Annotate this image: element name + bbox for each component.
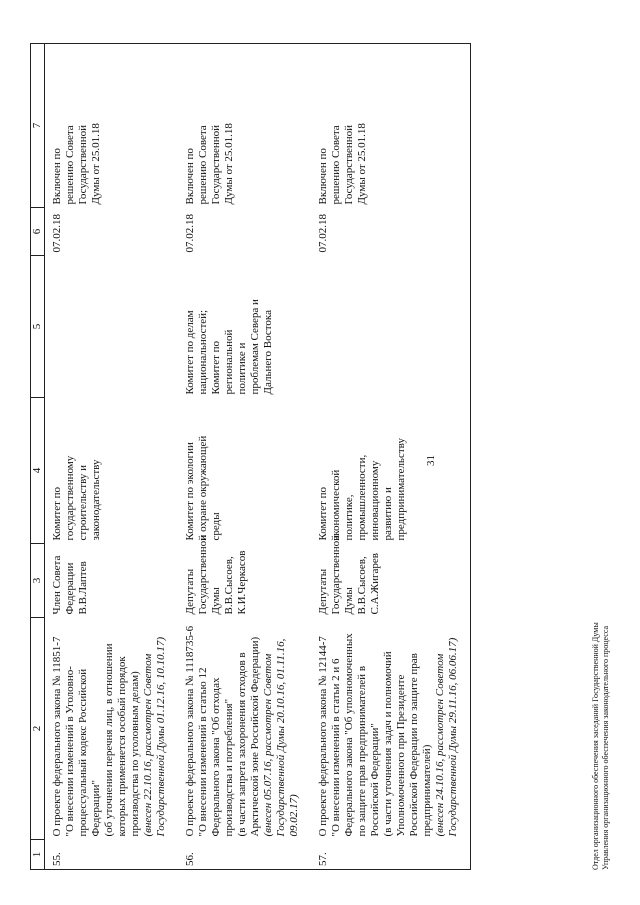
committee-line: законодательству [90, 459, 102, 541]
co-committee-line: Дальнего Востока [262, 310, 274, 395]
author-line: Думы [210, 587, 222, 615]
author-line: В.В.Лаптев [77, 561, 89, 615]
committee-line: строительству и [77, 464, 89, 541]
co-committee-line: Комитет по делам [184, 310, 196, 395]
date: 07.02.18 [184, 214, 196, 253]
author-cell [178, 534, 311, 618]
author-cell [45, 544, 179, 618]
table-row [178, 44, 311, 870]
bill-name: "О внесении изменений в статью 12 Федерального закона "Об отходах производства и потребления" [197, 667, 235, 837]
date: 07.02.18 [317, 214, 329, 253]
bill-note: (внесен 22.10.16, рассмотрен Советом Государственной Думы 01.12.16, 10.10.17) [142, 636, 167, 837]
table-row [45, 44, 179, 870]
author-line: Федерации [64, 562, 76, 615]
status-line: Государственной [343, 124, 355, 205]
date: 07.02.18 [51, 214, 63, 253]
committee-cell [45, 398, 179, 544]
co-committee-line: Комитет по [210, 340, 222, 395]
column-header: 6 [31, 208, 45, 256]
committee-line: промышленности, [356, 454, 368, 541]
date-cell [311, 208, 471, 256]
author-line: С.А.Жигарев [369, 553, 381, 615]
agenda-table [30, 43, 471, 870]
footer [591, 622, 611, 870]
committee-line: Комитет по экологии [184, 442, 196, 541]
header-row [31, 44, 45, 870]
author-line: Государственной [197, 534, 209, 615]
co-committee-line: проблемам Севера и [249, 299, 261, 395]
committee-cell [311, 398, 471, 544]
author-line: Государственной [330, 534, 342, 615]
author-line: К.И.Черкасов [236, 550, 248, 615]
status-line: решению Совета [197, 125, 209, 205]
status-cell [178, 44, 311, 208]
status-line: Государственной [77, 124, 89, 205]
author-line: В.В.Сысоев, [356, 556, 368, 615]
author-cell [311, 534, 471, 618]
committee-cell [178, 398, 311, 544]
bill-purpose: (в части уточнения задач и полномочий Уполномоченного при Президенте Российской Федерации по защите прав предпринимателей) [382, 651, 433, 837]
date-cell [45, 208, 179, 256]
status-cell [45, 44, 179, 208]
status-line: решению Совета [330, 125, 342, 205]
bill-cell [178, 618, 311, 840]
bill-cell [311, 618, 471, 840]
author-line: Член Совета [51, 555, 63, 615]
footer-line: Отдел организационного обеспечения заседаний Государственной Думы [591, 622, 600, 870]
status-line: Включен по [51, 148, 63, 205]
bill-cell [45, 618, 179, 840]
bill-note: (внесен 05.07.16, рассмотрен Советом Государственной Думы 20.10.16, 01.11.16, 09.02.17) [262, 638, 300, 837]
page-number: 31 [425, 455, 437, 466]
author-line: Думы [343, 587, 355, 615]
status-line: Думы от 25.01.18 [356, 123, 368, 205]
co-committee-line: региональной [223, 329, 235, 395]
status-line: Думы от 25.01.18 [90, 123, 102, 205]
committee-line: государственному [64, 455, 76, 541]
bill-title: О проекте федерального закона № 11851-7 [51, 636, 63, 837]
column-header: 3 [31, 544, 45, 618]
column-header: 2 [31, 618, 45, 840]
column-header: 1 [31, 840, 45, 870]
rotated-page [20, 35, 615, 880]
committee-line: развитию и [382, 487, 394, 541]
status-line: Включен по [184, 148, 196, 205]
row-number: 55. [51, 852, 63, 866]
co-committee-line: национальностей; [197, 309, 209, 395]
bill-purpose: (в части запрета захоронения отходов в Арктической зоне Российской Федерации) [236, 636, 261, 837]
row-number-cell [45, 840, 179, 870]
author-line: Депутаты [184, 568, 196, 615]
status-line: решению Совета [64, 125, 76, 205]
status-cell [311, 44, 471, 208]
co-committee-cell [311, 256, 471, 398]
row-number-cell [178, 840, 311, 870]
bill-title: О проекте федерального закона № 1118735-6 [184, 625, 196, 837]
co-committee-cell [178, 256, 311, 398]
committee-line: политике, [343, 494, 355, 541]
bill-name: "О внесении изменений в Уголовно-процессуальный кодекс Российской Федерации" [64, 666, 102, 837]
committee-line: экономической [330, 469, 342, 541]
committee-line: и охране окружающей [197, 435, 209, 541]
row-number: 56. [184, 852, 196, 866]
bill-purpose: (об уточнении перечня лиц, в отношении которых применяется особый порядок производства по уголовным делам) [103, 643, 141, 837]
bill-title: О проекте федерального закона № 12144-7 [317, 636, 329, 837]
bill-note: (внесен 24.10.16, рассмотрен Советом Государственной Думы 29.11.16, 06.06.17) [434, 637, 459, 837]
table-row [311, 44, 471, 870]
row-number-cell [311, 840, 471, 870]
author-line: Депутаты [317, 568, 329, 615]
footer-line: Управления организационного обеспечения законодательного процесса [601, 625, 610, 870]
committee-line: инновационному [369, 460, 381, 541]
date-cell [178, 208, 311, 256]
status-line: Включен по [317, 148, 329, 205]
co-committee-line: политике и [236, 342, 248, 395]
committee-line: среды [210, 512, 222, 541]
committee-line: Комитет по [317, 486, 329, 541]
author-line: В.В.Сысоев, [223, 556, 235, 615]
co-committee-cell [45, 256, 179, 398]
status-line: Думы от 25.01.18 [223, 123, 235, 205]
column-header: 4 [31, 398, 45, 544]
committee-line: предпринимательству [395, 438, 407, 541]
committee-line: Комитет по [51, 486, 63, 541]
bill-name: "О внесении изменений в статьи 2 и 6 Федерального закона "Об уполномоченных по защите прав предпринимателей в Российской Федерации" [330, 633, 381, 837]
column-header: 5 [31, 256, 45, 398]
column-header: 7 [31, 44, 45, 208]
status-line: Государственной [210, 124, 222, 205]
row-number: 57. [317, 852, 329, 866]
